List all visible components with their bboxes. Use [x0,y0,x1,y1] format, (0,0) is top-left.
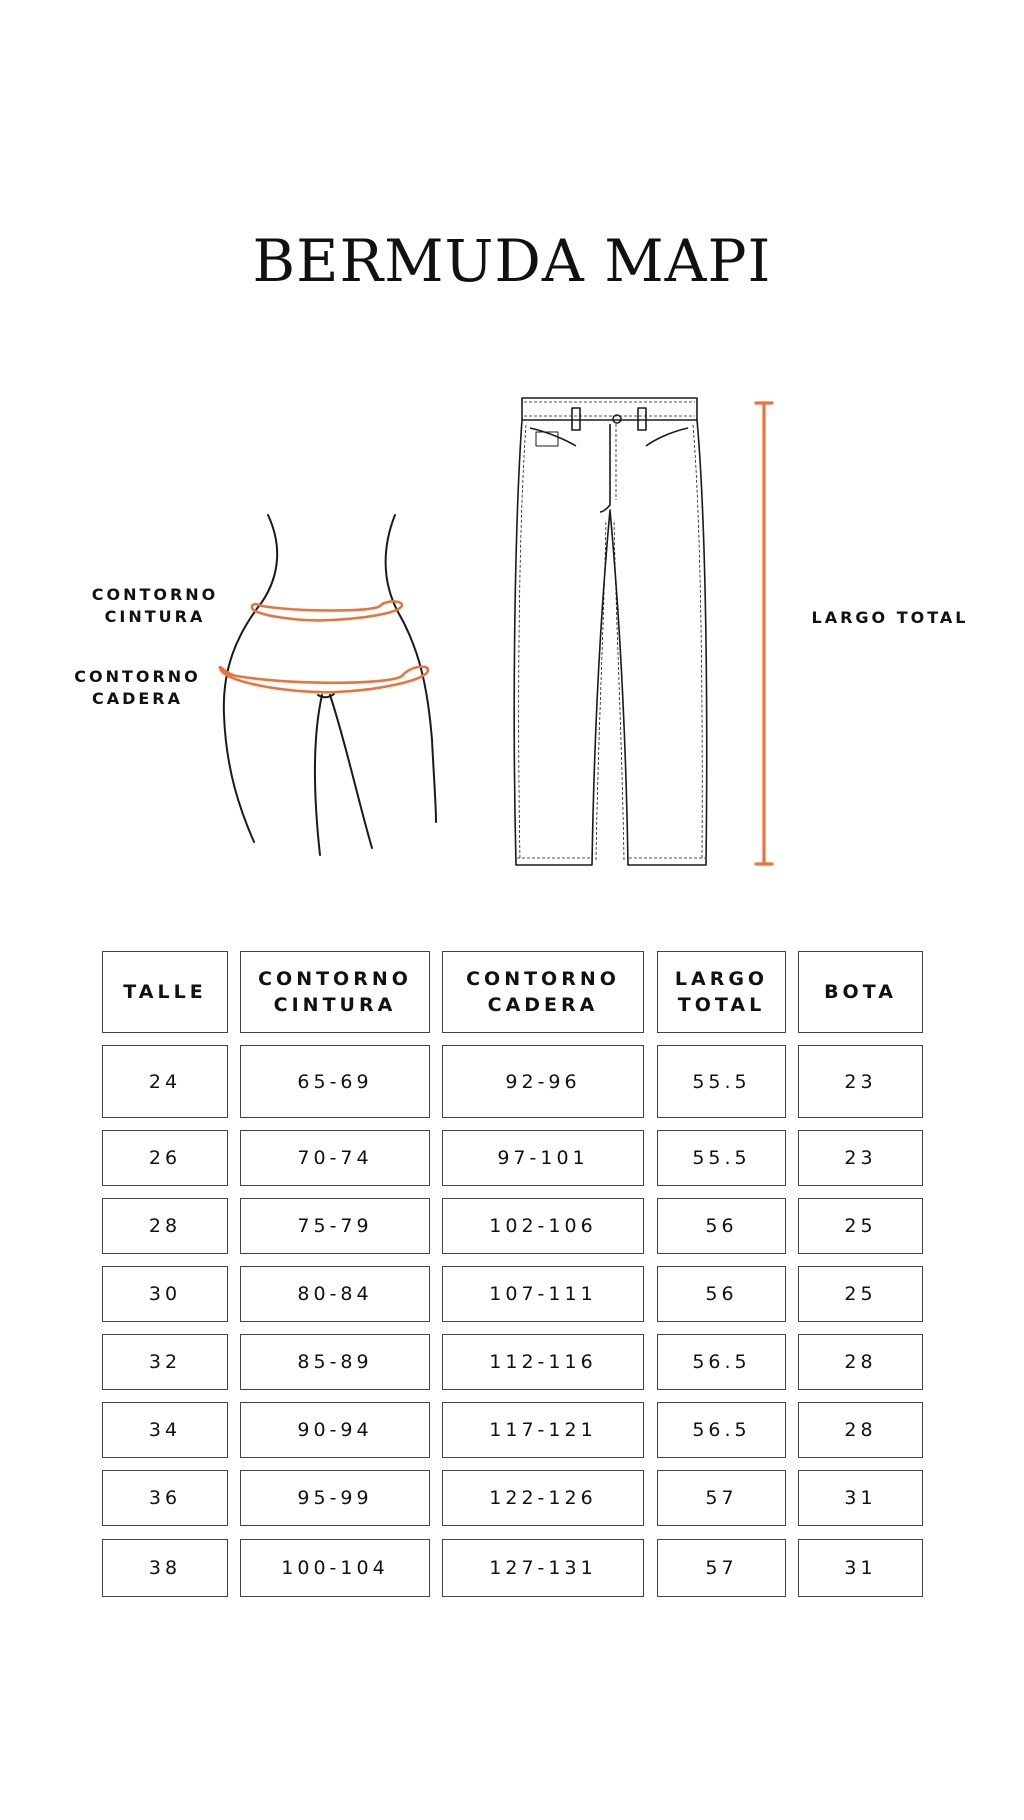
table-cell-cadera: 127-131 [442,1539,644,1597]
header-text: TOTAL [677,994,766,1016]
measurement-diagram [0,0,1024,900]
length-measure-bar [756,403,772,864]
table-cell-talle: 28 [102,1198,228,1254]
table-cell-talle: 34 [102,1402,228,1458]
table-header-talle [102,951,228,1033]
table-cell-largo: 56 [657,1266,786,1322]
table-cell-cadera: 97-101 [442,1130,644,1186]
waist-label-line-2: CINTURA [104,607,206,626]
table-cell-bota: 31 [798,1539,923,1597]
table-cell-talle: 32 [102,1334,228,1390]
table-cell-largo: 56.5 [657,1334,786,1390]
length-label: LARGO TOTAL [811,608,969,627]
table-cell-talle: 24 [102,1045,228,1118]
table-cell-cintura: 85-89 [240,1334,430,1390]
table-cell-cintura: 65-69 [240,1045,430,1118]
measure-lines-body [220,601,428,692]
table-cell-cintura: 75-79 [240,1198,430,1254]
table-cell-bota: 23 [798,1045,923,1118]
table-cell-cintura: 70-74 [240,1130,430,1186]
table-cell-cintura: 90-94 [240,1402,430,1458]
header-text: LARGO [674,968,769,990]
waist-label [80,584,230,628]
table-cell-largo: 56 [657,1198,786,1254]
table-header-contorno-cadera [442,951,644,1033]
table-cell-cadera: 92-96 [442,1045,644,1118]
table-cell-cintura: 80-84 [240,1266,430,1322]
table-cell-bota: 28 [798,1334,923,1390]
table-cell-cadera: 107-111 [442,1266,644,1322]
table-cell-largo: 56.5 [657,1402,786,1458]
table-cell-cadera: 122-126 [442,1470,644,1526]
header-text: CINTURA [273,994,397,1016]
table-cell-bota: 25 [798,1266,923,1322]
hip-measure-line [220,667,428,693]
table-cell-largo: 57 [657,1470,786,1526]
table-cell-talle: 26 [102,1130,228,1186]
table-cell-bota: 25 [798,1198,923,1254]
table-cell-cintura: 100-104 [240,1539,430,1597]
pants-illustration [514,398,707,865]
table-cell-talle: 30 [102,1266,228,1322]
hip-label [65,666,210,710]
table-cell-bota: 31 [798,1470,923,1526]
hip-label-line-1: CONTORNO [74,667,201,686]
header-text: CONTORNO [258,968,412,990]
hip-label-line-2: CADERA [91,689,184,708]
table-header-largo-total [657,951,786,1033]
table-cell-bota: 23 [798,1130,923,1186]
table-cell-largo: 55.5 [657,1130,786,1186]
header-text: CONTORNO [466,968,620,990]
waist-measure-line [252,601,402,620]
table-cell-cintura: 95-99 [240,1470,430,1526]
table-cell-cadera: 117-121 [442,1402,644,1458]
table-cell-bota: 28 [798,1402,923,1458]
table-cell-talle: 38 [102,1539,228,1597]
header-text: TALLE [123,981,207,1003]
table-cell-talle: 36 [102,1470,228,1526]
header-text: CADERA [487,994,599,1016]
table-cell-cadera: 112-116 [442,1334,644,1390]
table-header-contorno-cintura [240,951,430,1033]
header-text: BOTA [824,981,897,1003]
table-cell-cadera: 102-106 [442,1198,644,1254]
table-header-bota [798,951,923,1033]
waist-label-line-1: CONTORNO [91,585,219,604]
table-cell-largo: 55.5 [657,1045,786,1118]
page-title: BERMUDA MAPI [252,227,772,295]
table-cell-largo: 57 [657,1539,786,1597]
